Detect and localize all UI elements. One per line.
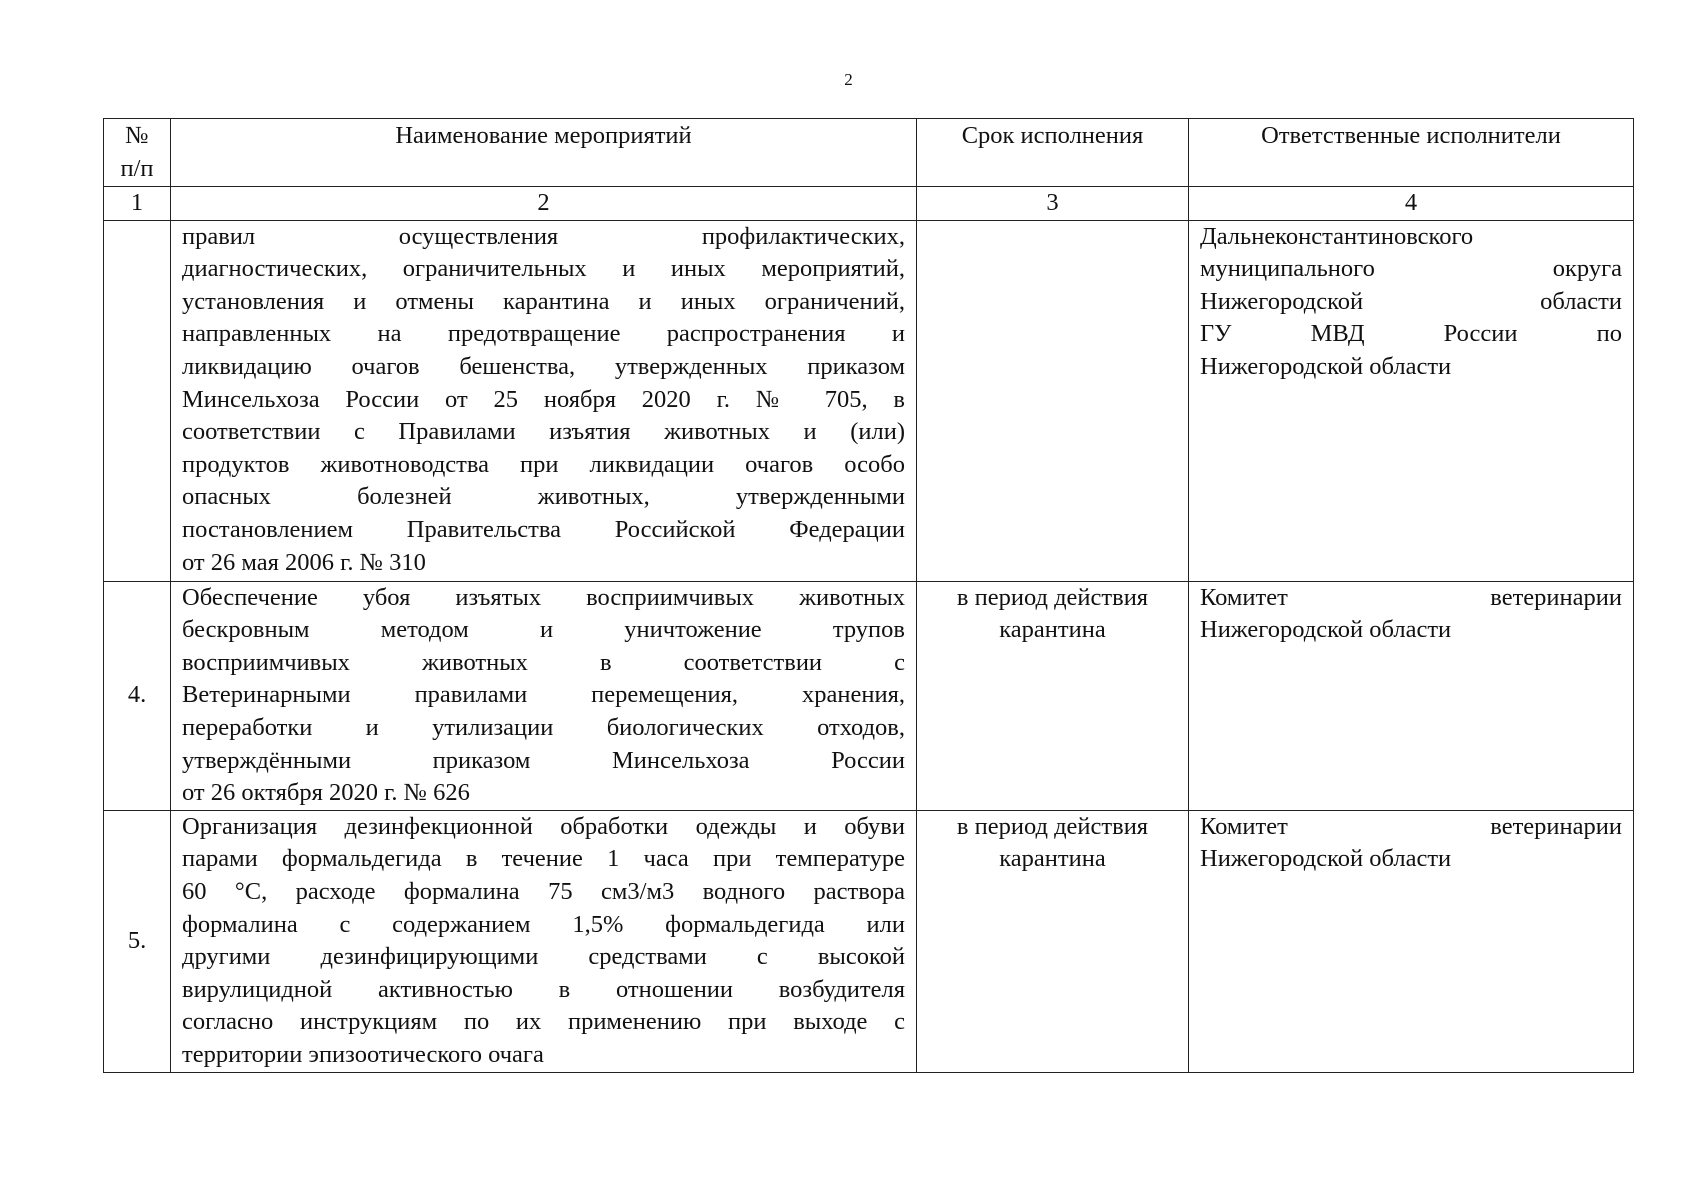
table-header-row	[104, 119, 1634, 187]
deadline-cell	[917, 581, 1189, 810]
column-number: 2	[171, 187, 917, 221]
responsible-cell	[1189, 220, 1634, 581]
text-line: Обеспечение убоя изъятых восприимчивых животных	[182, 583, 905, 611]
text-line: другими дезинфицирующими средствами с высокой	[182, 943, 905, 971]
text-line: карантина	[999, 845, 1106, 873]
row-number: 4.	[104, 581, 171, 810]
text-line: ГУ МВД России по	[1200, 320, 1622, 348]
responsible-cell	[1189, 581, 1634, 810]
table-row	[104, 220, 1634, 581]
text-line: переработки и утилизации биологических отходов,	[182, 713, 905, 741]
table-row	[104, 810, 1634, 1072]
row-number	[104, 220, 171, 581]
column-number: 4	[1189, 187, 1634, 221]
header-num: № п/п	[104, 119, 171, 187]
text-line: Ветеринарными правилами перемещения, хранения,	[182, 681, 905, 709]
text-line: Минсельхоза России от 25 ноября 2020 г. № 705, в	[182, 385, 905, 413]
text-line: Комитет ветеринарии	[1200, 812, 1622, 840]
text-line: правил осуществления профилактических,	[182, 222, 905, 250]
text-line: карантина	[999, 616, 1106, 644]
header-name: Наименование мероприятий	[171, 119, 917, 187]
text-line: восприимчивых животных в соответствии с	[182, 648, 905, 676]
deadline-cell	[917, 810, 1189, 1072]
text-line: опасных болезней животных, утвержденными	[182, 483, 905, 511]
text-line: утверждёнными приказом Минсельхоза России	[182, 746, 905, 774]
activity-name-cell	[171, 581, 917, 810]
text-line: Организация дезинфекционной обработки одежды и обуви	[182, 812, 905, 840]
text-line: в период действия	[956, 812, 1149, 840]
text-line: направленных на предотвращение распространения и	[182, 320, 905, 348]
text-line: парами формальдегида в течение 1 часа при температуре	[182, 845, 905, 873]
text-line: от 26 октября 2020 г. № 626	[182, 779, 470, 807]
activity-name-cell	[171, 810, 917, 1072]
text-line: установления и отмены карантина и иных ограничений,	[182, 287, 905, 315]
table-row	[104, 581, 1634, 810]
column-number-row	[104, 187, 1634, 221]
text-line: 60 °С, расходе формалина 75 см3/м3 водного раствора	[182, 877, 905, 905]
text-line: Нижегородской области	[1200, 616, 1452, 644]
row-number: 5.	[104, 810, 171, 1072]
text-line: Нижегородской области	[1200, 352, 1452, 380]
page-number: 2	[844, 70, 853, 89]
text-line: продуктов животноводства при ликвидации очагов особо	[182, 450, 905, 478]
text-line: Нижегородской области	[1200, 287, 1622, 315]
deadline-cell	[917, 220, 1189, 581]
column-number: 3	[917, 187, 1189, 221]
column-number: 1	[104, 187, 171, 221]
text-line: диагностических, ограничительных и иных мероприятий,	[182, 255, 905, 283]
text-line: муниципального округа	[1200, 255, 1622, 283]
responsible-cell	[1189, 810, 1634, 1072]
text-line: в период действия	[956, 583, 1149, 611]
header-deadline: Срок исполнения	[917, 119, 1189, 187]
text-line: постановлением Правительства Российской Федерации	[182, 515, 905, 543]
text-line: вирулицидной активностью в отношении возбудителя	[182, 975, 905, 1003]
text-line: формалина с содержанием 1,5% формальдегида или	[182, 910, 905, 938]
activity-name-cell	[171, 220, 917, 581]
text-line: от 26 мая 2006 г. № 310	[182, 548, 426, 576]
text-line: соответствии с Правилами изъятия животных и (или)	[182, 418, 905, 446]
text-line: ликвидацию очагов бешенства, утвержденных приказом	[182, 352, 905, 380]
header-responsible: Ответственные исполнители	[1189, 119, 1634, 187]
text-line: территории эпизоотического очага	[182, 1040, 544, 1068]
activities-table	[103, 118, 1634, 1073]
text-line: Комитет ветеринарии	[1200, 583, 1622, 611]
text-line: бескровным методом и уничтожение трупов	[182, 616, 905, 644]
text-line: Нижегородской области	[1200, 845, 1452, 873]
text-line: согласно инструкциям по их применению при выходе с	[182, 1008, 905, 1036]
text-line: Дальнеконстантиновского	[1200, 222, 1474, 250]
